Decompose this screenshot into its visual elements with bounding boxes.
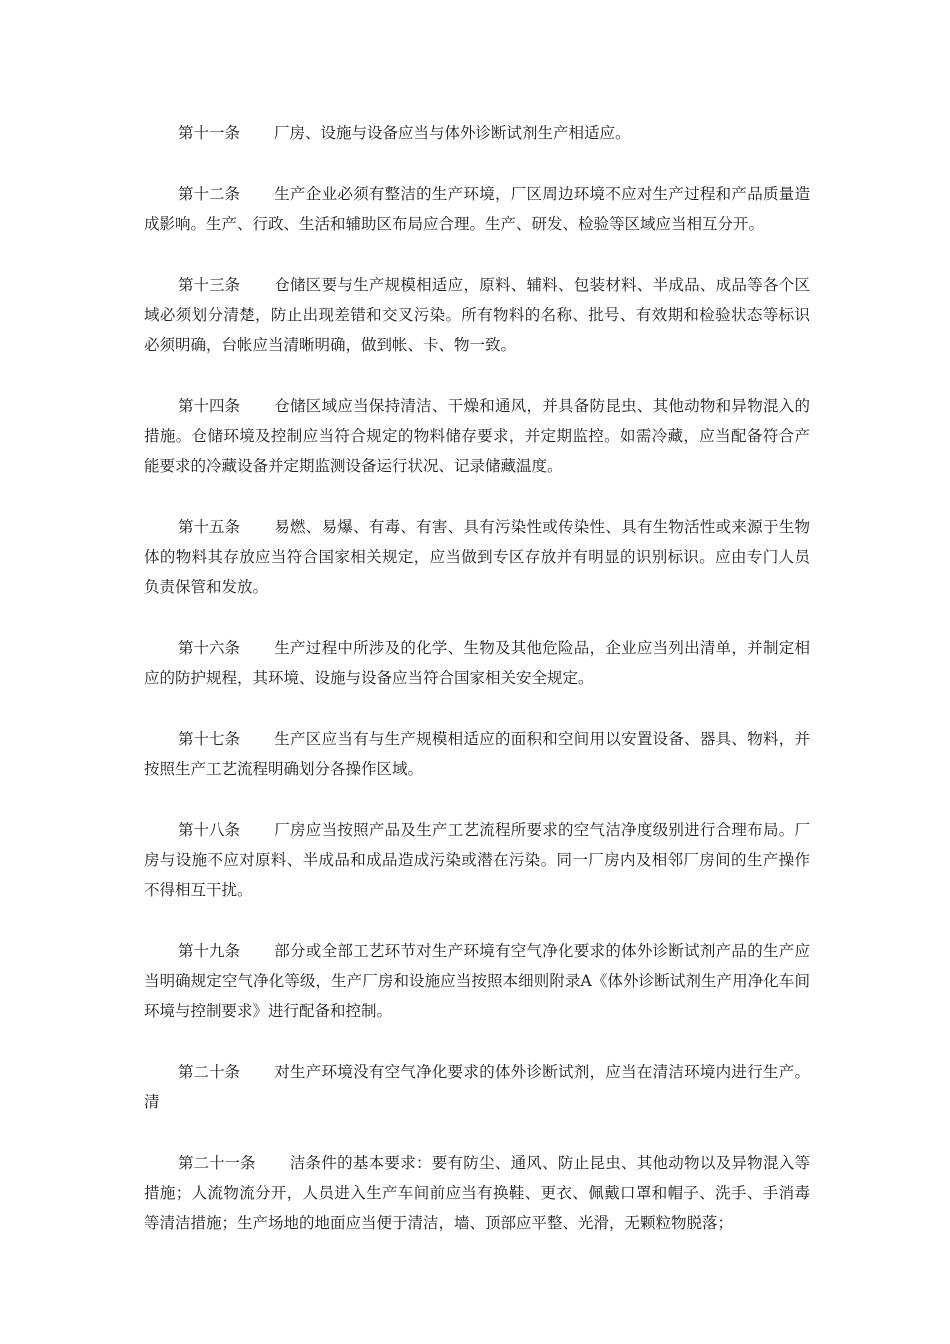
article-text: 厂房、设施与设备应当与体外诊断试剂生产相适应。: [274, 124, 631, 142]
article-15: [144, 512, 810, 602]
article-number: 第十六条: [178, 639, 241, 657]
article-text: 部分或全部工艺环节对生产环境有空气净化要求的体外诊断试剂产品的生产应当明确规定空气净化等级，生产厂房和设施应当按照本细则附录A《体外诊断试剂生产用净化车间环境与控制要求》进行配备和控制。: [144, 942, 810, 1020]
article-13: [144, 270, 810, 360]
article-16: [144, 633, 810, 693]
article-number: 第十三条: [178, 276, 241, 294]
article-number: 第十九条: [178, 942, 241, 960]
article-18: [144, 815, 810, 905]
article-text: 厂房应当按照产品及生产工艺流程所要求的空气洁净度级别进行合理布局。厂房与设施不应对原料、半成品和成品造成污染或潜在污染。同一厂房内及相邻厂房间的生产操作不得相互干扰。: [144, 821, 810, 899]
article-text: 洁条件的基本要求：要有防尘、通风、防止昆虫、其他动物以及异物混入等措施；人流物流分开，人员进入生产车间前应当有换鞋、更衣、佩戴口罩和帽子、洗手、手消毒等清洁措施；生产场地的地面应当便于清洁，墙、顶部应平整、光滑，无颗粒物脱落；: [144, 1154, 810, 1232]
article-text: 对生产环境没有空气净化要求的体外诊断试剂，应当在清洁环境内进行生产。清: [144, 1063, 810, 1111]
article-text: 仓储区要与生产规模相适应，原料、辅料、包装材料、半成品、成品等各个区域必须划分清楚，防止出现差错和交叉污染。所有物料的名称、批号、有效期和检验状态等标识必须明确，台帐应当清晰明确，做到帐、卡、物一致。: [144, 276, 810, 354]
article-17: [144, 724, 810, 784]
article-text: 生产过程中所涉及的化学、生物及其他危险品，企业应当列出清单，并制定相应的防护规程，其环境、设施与设备应当符合国家相关安全规定。: [144, 639, 810, 687]
article-14: [144, 391, 810, 481]
article-number: 第十五条: [178, 518, 241, 536]
article-number: 第十八条: [178, 821, 241, 839]
article-12: [144, 179, 810, 239]
article-number: 第二十条: [178, 1063, 241, 1081]
article-20: [144, 1057, 810, 1117]
article-number: 第十四条: [178, 397, 241, 415]
article-number: 第十七条: [178, 730, 241, 748]
article-19: [144, 936, 810, 1026]
article-11: [144, 118, 810, 148]
article-number: 第二十一条: [178, 1154, 256, 1172]
article-text: 易燃、易爆、有毒、有害、具有污染性或传染性、具有生物活性或来源于生物体的物料其存放应当符合国家相关规定，应当做到专区存放并有明显的识别标识。应由专门人员负责保管和发放。: [144, 518, 810, 596]
article-number: 第十二条: [178, 185, 241, 203]
regulation-text-body: [144, 118, 810, 1269]
article-text: 生产企业必须有整洁的生产环境，厂区周边环境不应对生产过程和产品质量造成影响。生产、行政、生活和辅助区布局应合理。生产、研发、检验等区域应当相互分开。: [144, 185, 810, 233]
article-text: 生产区应当有与生产规模相适应的面积和空间用以安置设备、器具、物料，并按照生产工艺流程明确划分各操作区域。: [144, 730, 810, 778]
article-21: [144, 1148, 810, 1238]
article-text: 仓储区域应当保持清洁、干燥和通风，并具备防昆虫、其他动物和异物混入的措施。仓储环境及控制应当符合规定的物料储存要求，并定期监控。如需冷藏，应当配备符合产能要求的冷藏设备并定期监测设备运行状况、记录储藏温度。: [144, 397, 810, 475]
article-number: 第十一条: [178, 124, 241, 142]
